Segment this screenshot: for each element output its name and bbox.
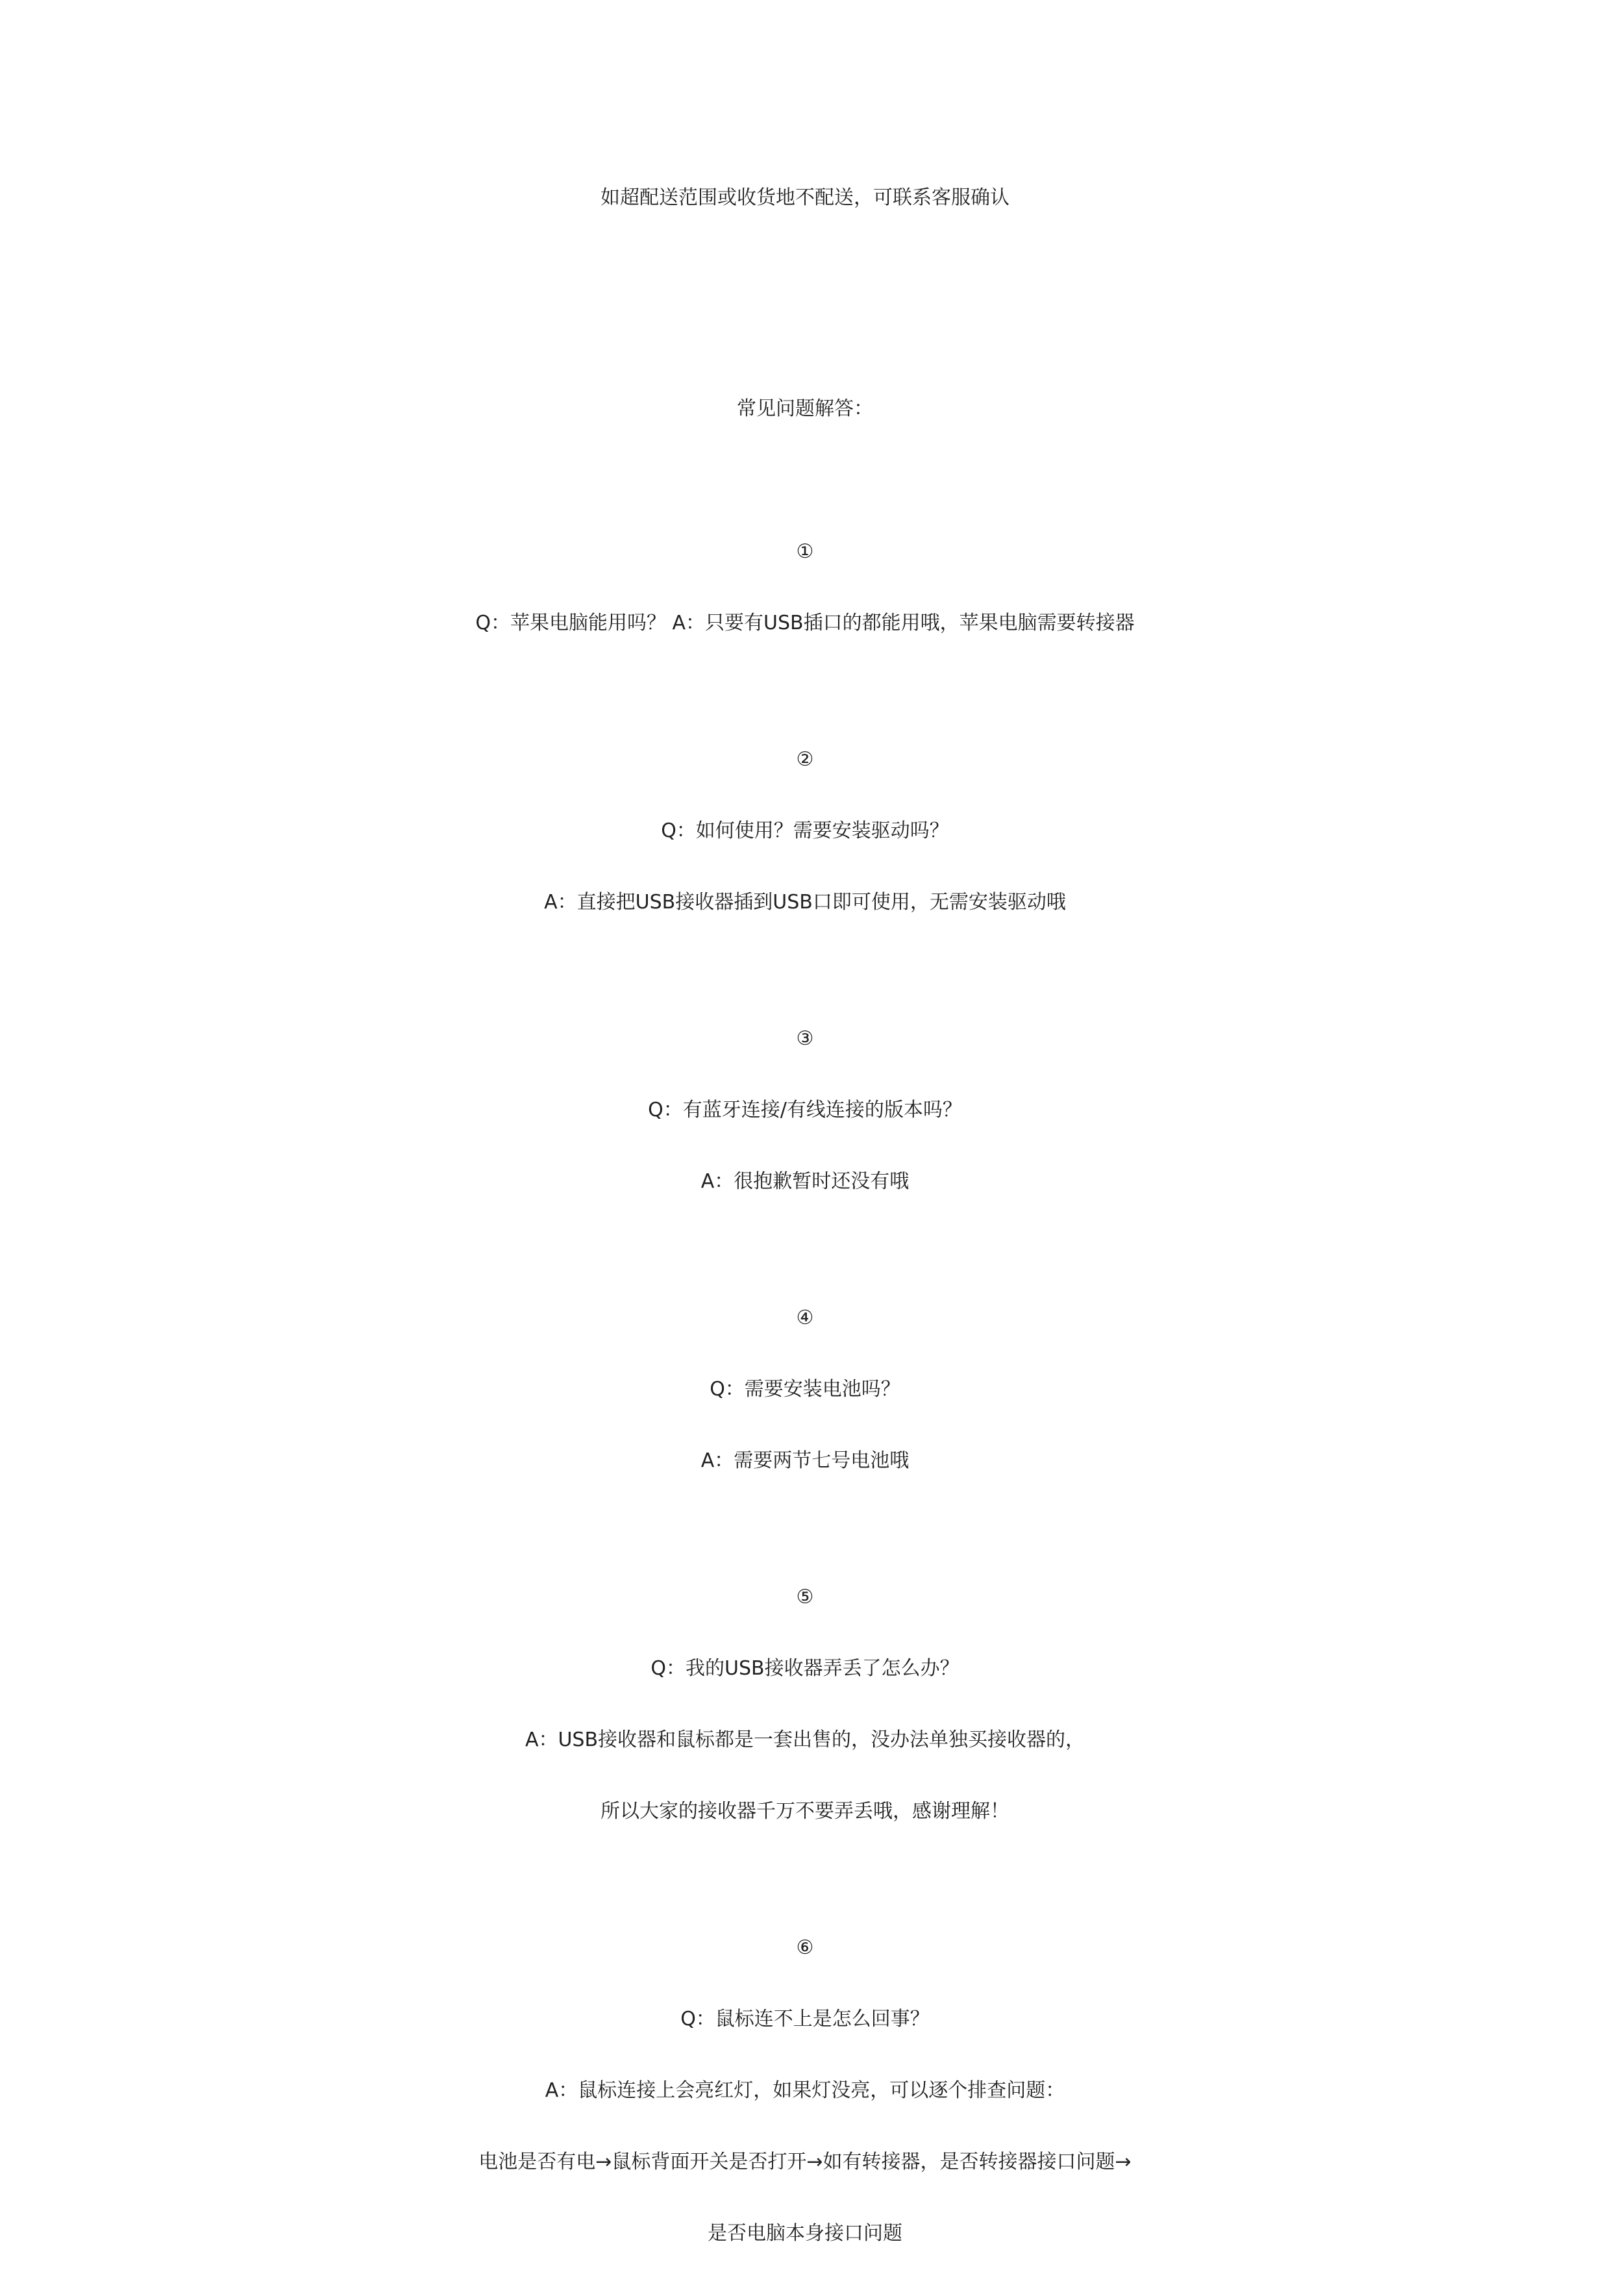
faq-question: Q：需要安装电池吗？ [710, 1378, 900, 1401]
faq-answer-continued: 是否电脑本身接口问题 [708, 2222, 902, 2245]
faq-answer: A：鼠标连接上会亮红灯，如果灯没亮，可以逐个排查问题： [545, 2079, 1065, 2102]
faq-line: Q：苹果电脑能用吗？ A：只要有USB插口的都能用哦，苹果电脑需要转接器 [475, 612, 1135, 634]
faq-title: 常见问题解答： [737, 397, 873, 420]
faq-number-3: ③ [796, 1027, 814, 1050]
notice-text: 如超配送范围或收货地不配送，可联系客服确认 [601, 186, 1009, 209]
faq-answer: A：直接把USB接收器插到USB口即可使用，无需安装驱动哦 [544, 891, 1066, 914]
faq-answer: A：USB接收器和鼠标都是一套出售的，没办法单独买接收器的， [525, 1728, 1085, 1751]
faq-question: Q：有蓝牙连接/有线连接的版本吗？ [648, 1099, 962, 1121]
faq-answer: A：很抱歉暂时还没有哦 [700, 1170, 910, 1193]
faq-number-1: ① [796, 540, 814, 563]
faq-question: Q：我的USB接收器弄丢了怎么办？ [650, 1657, 960, 1680]
faq-answer: A：需要两节七号电池哦 [700, 1449, 910, 1472]
faq-number-6: ⑥ [796, 1936, 814, 1959]
faq-number-4: ④ [796, 1306, 814, 1329]
faq-question: Q：鼠标连不上是怎么回事？ [680, 2008, 930, 2030]
faq-number-2: ② [796, 748, 814, 771]
faq-number-5: ⑤ [796, 1586, 814, 1608]
faq-question: Q：如何使用？需要安装驱动吗？ [661, 819, 949, 842]
faq-answer-continued: 所以大家的接收器千万不要弄丢哦，感谢理解！ [601, 1800, 1009, 1823]
faq-answer-continued: 电池是否有电→鼠标背面开关是否打开→如有转接器，是否转接器接口问题→ [478, 2151, 1132, 2173]
